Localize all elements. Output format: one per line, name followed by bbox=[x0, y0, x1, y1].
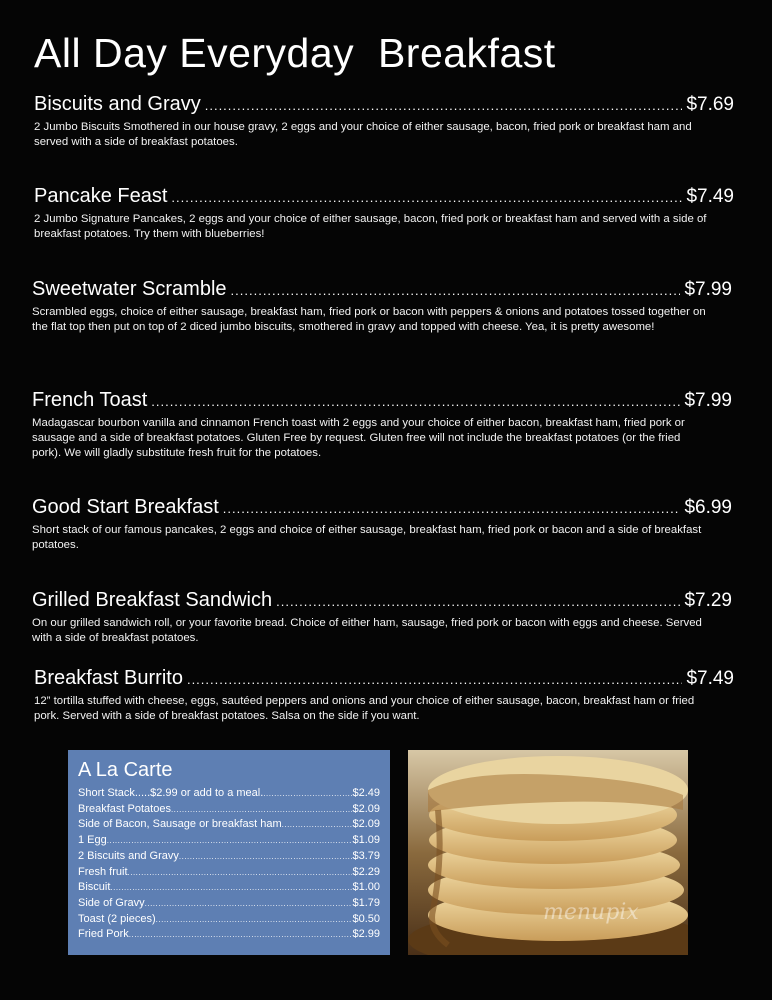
dot-leader bbox=[263, 786, 352, 802]
carte-item-name: Side of Gravy bbox=[78, 896, 145, 909]
item-price: $7.49 bbox=[686, 668, 734, 689]
item-price: $7.29 bbox=[684, 590, 732, 611]
carte-item-price: $2.49 bbox=[352, 787, 380, 799]
carte-item-name: Breakfast Potatoes bbox=[78, 802, 171, 815]
item-name: Pancake Feast bbox=[34, 185, 168, 207]
dot-leader bbox=[128, 865, 353, 881]
menu-item-grilled-breakfast-sandwich bbox=[32, 588, 732, 646]
dot-leader bbox=[276, 590, 680, 614]
carte-row bbox=[78, 896, 380, 912]
carte-row bbox=[78, 817, 380, 833]
menu-item-breakfast-burrito bbox=[34, 666, 734, 724]
dot-leader bbox=[107, 833, 353, 849]
carte-row bbox=[78, 880, 380, 896]
dot-leader bbox=[179, 849, 353, 865]
carte-row bbox=[78, 802, 380, 818]
carte-row bbox=[78, 912, 380, 928]
carte-item-price: $1.09 bbox=[352, 834, 380, 847]
carte-row bbox=[78, 849, 380, 865]
page-title: All Day Everyday Breakfast bbox=[34, 30, 556, 76]
a-la-carte-box bbox=[68, 750, 390, 955]
item-description: 2 Jumbo Biscuits Smothered in our house gravy, 2 eggs and your choice of either sausage, bacon, fried pork or breakfast ham and served with a side of breakfast potatoes. bbox=[34, 121, 692, 148]
dot-leader bbox=[187, 668, 683, 692]
carte-row bbox=[78, 865, 380, 881]
item-description: On our grilled sandwich roll, or your favorite bread. Choice of either ham, sausage, fried pork or bacon with eggs and cheese. Served with a side of breakfast potatoes. bbox=[32, 617, 702, 644]
dot-leader bbox=[151, 390, 680, 414]
dot-leader bbox=[205, 94, 683, 118]
carte-item-price: $3.79 bbox=[352, 849, 380, 862]
item-name: Good Start Breakfast bbox=[32, 496, 219, 518]
dot-leader bbox=[110, 880, 352, 896]
carte-item-price: $2.09 bbox=[352, 802, 380, 815]
carte-item-name: Side of Bacon, Sausage or breakfast ham bbox=[78, 818, 282, 831]
dot-leader bbox=[129, 927, 353, 943]
carte-row bbox=[78, 833, 380, 849]
dot-leader bbox=[145, 896, 353, 912]
menu-item-french-toast bbox=[32, 388, 732, 461]
carte-item-name: 1 Egg bbox=[78, 834, 107, 847]
dot-leader bbox=[156, 912, 353, 928]
menu-item-pancake-feast bbox=[34, 184, 734, 242]
carte-row bbox=[78, 927, 380, 943]
carte-item-price: $1.79 bbox=[352, 896, 380, 909]
carte-item-name: Short Stack.....$2.99 or add to a meal. bbox=[78, 787, 264, 799]
dot-leader bbox=[171, 802, 353, 818]
item-description: 12” tortilla stuffed with cheese, eggs, sautéed peppers and onions and your choice of either sausage, bacon, breakfast ham or fried pork. Served with a side of breakfast potatoes. Salsa on the side if you want. bbox=[34, 695, 695, 722]
carte-item-price: $1.00 bbox=[352, 881, 380, 894]
carte-item-price: $0.50 bbox=[352, 912, 380, 925]
item-description: Short stack of our famous pancakes, 2 eggs and choice of either sausage, breakfast ham, fried pork or bacon and a side of breakfast potatoes. bbox=[32, 524, 702, 551]
item-description: Scrambled eggs, choice of either sausage, breakfast ham, fried pork or bacon with peppers & onions and potatoes tossed together on the flat top then put on top of 2 diced jumbo biscuits, smothered in gravy and topped with cheese. Yea, it is pretty awesome! bbox=[32, 306, 706, 333]
menu-item-good-start-breakfast bbox=[32, 495, 732, 553]
watermark-text: menupix bbox=[543, 900, 639, 925]
item-description: 2 Jumbo Signature Pancakes, 2 eggs and your choice of either sausage, bacon, fried pork or breakfast ham and served with a side of breakfast potatoes. Try them with blueberries! bbox=[34, 213, 707, 240]
dot-leader bbox=[282, 817, 353, 833]
a-la-carte-title: A La Carte bbox=[78, 759, 173, 781]
carte-row bbox=[78, 786, 380, 802]
menu-item-biscuits-and-gravy bbox=[34, 92, 734, 150]
item-name: French Toast bbox=[32, 389, 148, 411]
carte-item-name: 2 Biscuits and Gravy bbox=[78, 849, 179, 862]
item-name: Sweetwater Scramble bbox=[32, 278, 227, 300]
pancake-photo bbox=[408, 750, 688, 955]
dot-leader bbox=[223, 497, 681, 521]
menu-item-sweetwater-scramble bbox=[32, 277, 732, 335]
item-price: $7.99 bbox=[684, 390, 732, 411]
item-name: Breakfast Burrito bbox=[34, 667, 183, 689]
item-price: $6.99 bbox=[684, 497, 732, 518]
carte-item-name: Toast (2 pieces) bbox=[78, 912, 156, 925]
item-description: Madagascar bourbon vanilla and cinnamon French toast with 2 eggs and your choice of either bacon, breakfast ham, fried pork or sausage and a side of breakfast potatoes. Gluten Free by request. Gluten free will not include the breakfast potatoes (or the fried pork). We will gladly substitute fresh fruit for the potatoes. bbox=[32, 417, 685, 459]
carte-item-price: $2.09 bbox=[352, 818, 380, 831]
item-price: $7.69 bbox=[686, 94, 734, 115]
carte-item-name: Biscuit bbox=[78, 881, 111, 894]
item-price: $7.99 bbox=[684, 279, 732, 300]
item-name: Biscuits and Gravy bbox=[34, 93, 201, 115]
dot-leader bbox=[171, 186, 682, 210]
item-name: Grilled Breakfast Sandwich bbox=[32, 589, 273, 611]
carte-item-price: $2.29 bbox=[352, 865, 380, 878]
carte-item-price: $2.99 bbox=[352, 928, 380, 941]
carte-item-name: Fried Pork bbox=[78, 928, 129, 941]
item-price: $7.49 bbox=[686, 186, 734, 207]
dot-leader bbox=[231, 279, 681, 303]
carte-item-name: Fresh fruit bbox=[78, 865, 128, 878]
